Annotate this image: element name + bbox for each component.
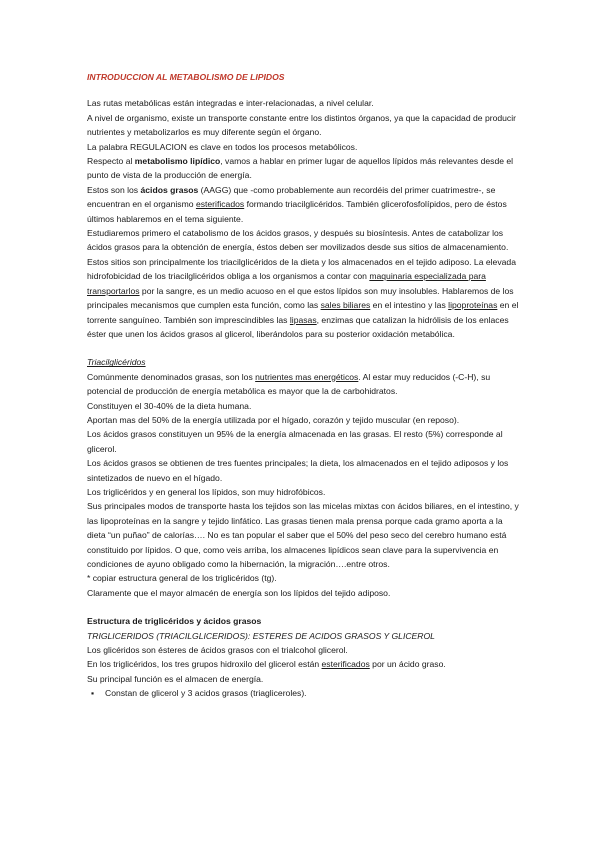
paragraph-tres-grupos: En los triglicéridos, los tres grupos hidroxilo del glicerol están esterificados por un ácido graso. (87, 659, 446, 670)
intro-line-3: La palabra REGULACION es clave en todos los procesos metabólicos. (87, 141, 358, 152)
paragraph-acidos-grasos: Estos son los ácidos grasos (AAGG) que -como probablemente aun recordéis del primer cuatrimestre-, se encuentran en el organismo esterificados formando triacilglicéridos. También glicerofosfolípidos, pero de éstos últimos hablaremos en el tema siguiente. (87, 184, 507, 224)
term-nutrientes: nutrientes mas energéticos (255, 371, 359, 382)
triacil-line-5: Los triglicéridos y en general los lípidos, son muy hidrofóbicos. (87, 486, 326, 497)
term-esterificados-2: esterificados (321, 659, 370, 670)
page-title: INTRODUCCION AL METABOLISMO DE LIPIDOS (87, 72, 285, 82)
estructura-line-3: Su principal función es el almacen de energía. (87, 673, 264, 684)
triacil-line-8: Claramente que el mayor almacén de energía son los lípidos del tejido adiposo. (87, 587, 391, 598)
triacil-line-3: Los ácidos grasos constituyen un 95% de la energía almacenada en las grasas. El resto (5%) corresponde al glicerol. (87, 429, 503, 454)
term-acidos-grasos: ácidos grasos (140, 184, 199, 195)
intro-line-2: A nivel de organismo, existe un transporte constante entre los distintos órganos, ya que la capacidad de producir nutrientes y metabolizarlos es muy diferente según el órgano. (87, 112, 516, 138)
term-lipasas: lipasas (289, 314, 317, 325)
section-heading-estructura: Estructura de triglicéridos y ácidos grasos (87, 616, 262, 627)
term-sales-biliares: sales biliares (320, 300, 371, 311)
triacil-line-4: Los ácidos grasos se obtienen de tres fuentes principales; la dieta, los almacenados en el tejido adiposos y los sintetizados de nuevo en el hígado. (87, 458, 509, 483)
paragraph-respecto: Respecto al metabolismo lipídico, vamos a hablar en primer lugar de aquellos lípidos más relevantes desde el punto de vista de la producción de energía. (87, 156, 514, 181)
document-page (87, 70, 519, 701)
triacil-line-7: * copiar estructura general de los triglicéridos (tg). (87, 573, 277, 584)
estructura-line-1: Los glicéridos son ésteres de ácidos grasos con el trialcohol glicerol. (87, 645, 348, 656)
term-maquinaria: maquinaria especializada para transportarlos (87, 271, 486, 296)
triacil-line-1: Constituyen el 30-40% de la dieta humana. (87, 400, 252, 411)
triacil-line-2: Aportan mas del 50% de la energía utilizada por el hígado, corazón y tejido muscular (en reposo). (87, 414, 460, 425)
paragraph-comunmente: Comúnmente denominados grasas, son los nutrientes mas energéticos. Al estar muy reducidos (-C-H), su potencial de producción de energía metabólica es mayor que la de carbohidratos. (87, 371, 491, 397)
section-heading-triacilgliceridos: Triacilglicéridos (87, 357, 146, 368)
term-lipoproteinas: lipoproteínas (448, 300, 498, 311)
paragraph-estudiaremos: Estudiaremos primero el catabolismo de los ácidos grasos, y después su biosíntesis. Antes de catabolizar los ácidos grasos para la obtención de energía, éstos deben ser movilizados desde sus sitios de almacenamiento. Estos sitios son principalmente los triacilglicéridos de la dieta y los almacenados en el tejido adiposo. La elevada hidrofobicidad de los triacilglicéridos obliga a los organismos a contar con maquinaria especializada para transportarlos por la sangre, es un medio acuoso en el que estos lípidos son muy insolubles. Hablaremos de los principales mecanismos que cumplen esta función, como las sales biliares en el intestino y las lipoproteínas en el torrente sanguíneo. También son imprescindibles las lipasas, enzimas que catalizan la hidrólisis de los enlaces éster que unen los ácidos grasos al glicerol, liberándolos para su posterior oxidación metabólica. (87, 228, 519, 339)
term-metabolismo-lipidico: metabolismo lipídico (134, 156, 221, 167)
bullet-item-1: ▪ Constan de glicerol y 3 acidos grasos (triagliceroles). (87, 686, 519, 700)
estructura-subheading: TRIGLICERIDOS (TRIACILGLICERIDOS): ESTERES DE ACIDOS GRASOS Y GLICEROL (87, 630, 435, 641)
intro-line-1: Las rutas metabólicas están integradas e inter-relacionadas, a nivel celular. (87, 98, 374, 109)
term-esterificados: esterificados (195, 199, 245, 210)
triacil-line-6: Sus principales modos de transporte hasta los tejidos son las micelas mixtas con ácidos biliares, en el intestino, y las lipoproteínas en la sangre y tejido linfático. Las grasas tienen mala prensa porque cada gramo aporta a la dieta “un puñao” de calorías…. No es tan popular el saber que el 50% del peso seco del cerebro humano está constituido por lípidos. O que, como veis arriba, los almacenes lipídicos sean clave para la supervivencia en condiciones de ayuno obligado como la hibernación, la migración….entre otros. (87, 501, 519, 569)
